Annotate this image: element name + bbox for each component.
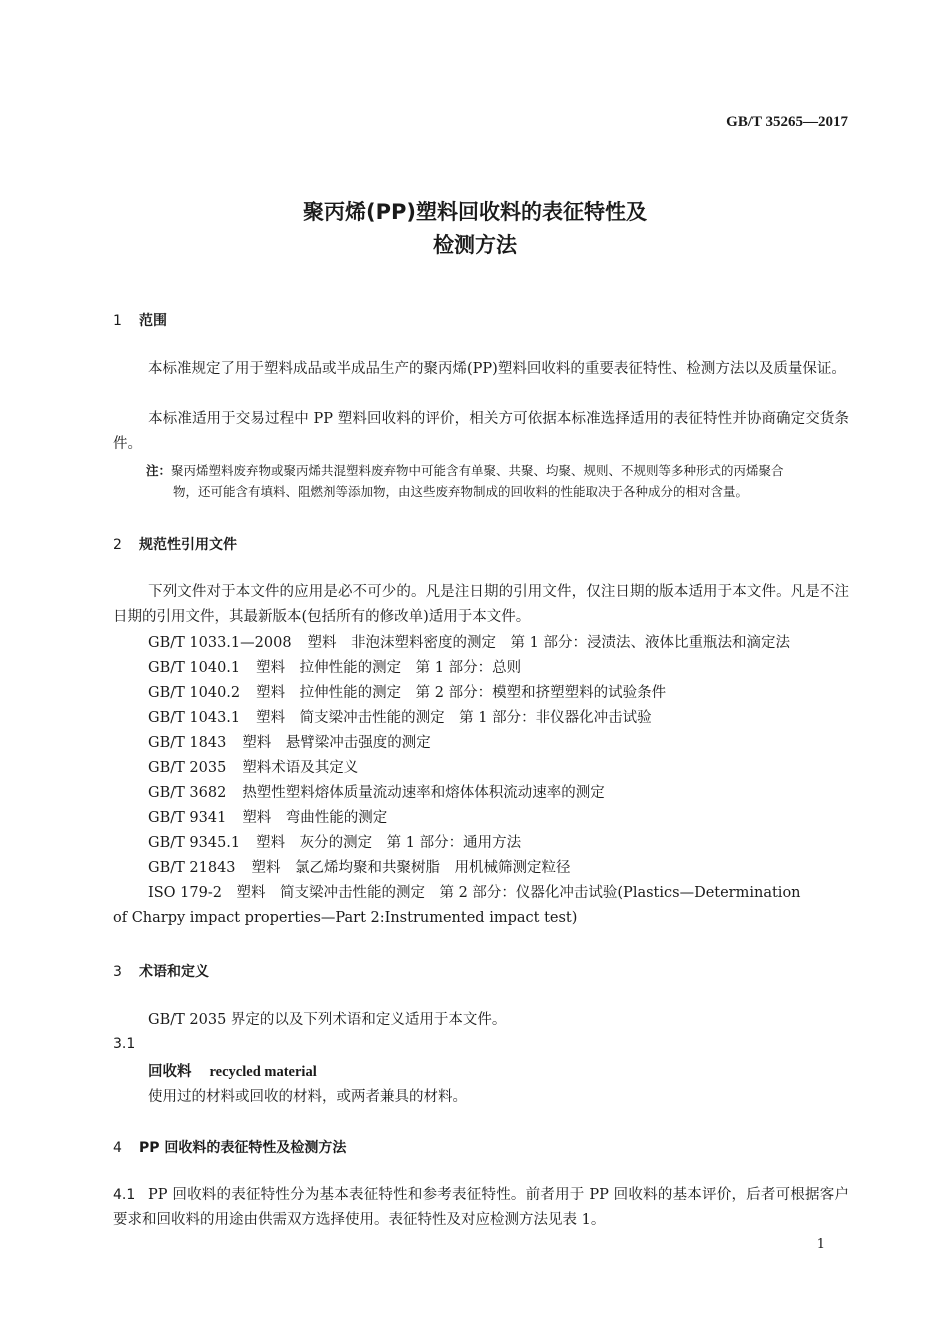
scope-paragraph-2 <box>113 407 849 457</box>
scope-paragraph-1 <box>113 357 849 382</box>
section-2-heading <box>113 534 237 554</box>
clause-4-1-paragraph <box>113 1183 849 1233</box>
section-4-heading <box>113 1137 346 1157</box>
paragraph-text: 下列文件对于本文件的应用是必不可少的。凡是注日期的引用文件，仅注日期的版本适用于本文件。凡是不注日期的引用文件，其最新版本(包括所有的修改单)适用于本文件。 <box>113 584 849 625</box>
title-line-2: 检测方法 <box>433 233 517 257</box>
section-number: 2 <box>113 537 122 553</box>
term-english: recycled material <box>209 1064 317 1080</box>
paragraph-text: GB/T 2035 界定的以及下列术语和定义适用于本文件。 <box>148 1012 507 1028</box>
section-number: 4 <box>113 1140 122 1156</box>
reference-title: 塑料 悬臂梁冲击强度的测定 <box>242 735 431 751</box>
reference-code: GB/T 1843 <box>148 735 227 751</box>
reference-title: 塑料 简支梁冲击性能的测定 第 1 部分：非仪器化冲击试验 <box>256 710 652 726</box>
reference-title: 塑料术语及其定义 <box>242 760 359 776</box>
section-3-heading <box>113 961 209 981</box>
terms-intro <box>113 1008 849 1033</box>
reference-item <box>148 656 521 681</box>
reference-item <box>148 681 666 706</box>
term-definition: 使用过的材料或回收的材料，或两者兼具的材料。 <box>148 1089 467 1105</box>
reference-code: GB/T 3682 <box>148 785 227 801</box>
reference-code: GB/T 1040.1 <box>148 660 241 676</box>
clause-number: 4.1 <box>113 1187 136 1203</box>
reference-title: 塑料 灰分的测定 第 1 部分：通用方法 <box>256 835 522 851</box>
section-title: PP 回收料的表征特性及检测方法 <box>139 1140 347 1156</box>
reference-code: GB/T 1033.1—2008 <box>148 635 292 651</box>
section-1-heading <box>113 310 167 330</box>
paragraph-text: PP 回收料的表征特性分为基本表征特性和参考表征特性。前者用于 PP 回收料的基本评价，后者可根据客户要求和回收料的用途由供需双方选择使用。表征特性及对应检测方法见表 1。 <box>113 1187 849 1228</box>
reference-item <box>148 831 521 856</box>
scope-note <box>146 460 849 502</box>
document-title <box>0 196 950 262</box>
term-entry <box>148 1060 317 1081</box>
document-code: GB/T 35265—2017 <box>726 114 848 130</box>
reference-code: GB/T 9345.1 <box>148 835 241 851</box>
note-line-2: 物，还可能含有填料、阻燃剂等添加物，由这些废弃物制成的回收料的性能取决于各种成分的相对含量。 <box>173 484 749 499</box>
reference-item <box>148 631 790 656</box>
reference-title: 塑料 非泡沫塑料密度的测定 第 1 部分：浸渍法、液体比重瓶法和滴定法 <box>307 635 790 651</box>
title-line-1: 聚丙烯(PP)塑料回收料的表征特性及 <box>303 200 647 224</box>
paragraph-text: 本标准规定了用于塑料成品或半成品生产的聚丙烯(PP)塑料回收料的重要表征特性、检测方法以及质量保证。 <box>148 361 846 377</box>
reference-item <box>148 706 652 731</box>
reference-item <box>148 731 431 756</box>
paragraph-text: 本标准适用于交易过程中 PP 塑料回收料的评价，相关方可依据本标准选择适用的表征特性并协商确定交货条件。 <box>113 411 849 452</box>
reference-title: 热塑性塑料熔体质量流动速率和熔体体积流动速率的测定 <box>242 785 605 801</box>
reference-code: GB/T 9341 <box>148 810 227 826</box>
reference-title: 塑料 拉伸性能的测定 第 2 部分：模塑和挤塑塑料的试验条件 <box>256 685 667 701</box>
references-intro <box>113 580 849 630</box>
reference-code: GB/T 21843 <box>148 860 236 876</box>
section-number: 3 <box>113 964 122 980</box>
reference-title: 塑料 氯乙烯均聚和共聚树脂 用机械筛测定粒径 <box>251 860 571 876</box>
term-chinese: 回收料 <box>148 1064 192 1080</box>
section-number: 1 <box>113 313 122 329</box>
reference-code: GB/T 2035 <box>148 760 227 776</box>
clause-3-1-number: 3.1 <box>113 1036 136 1052</box>
section-title: 术语和定义 <box>139 964 209 980</box>
page-number: 1 <box>816 1237 825 1252</box>
note-line-1: 聚丙烯塑料废弃物或聚丙烯共混塑料废弃物中可能含有单聚、共聚、均聚、规则、不规则等多种形式的丙烯聚合 <box>171 463 784 478</box>
reference-item <box>148 856 571 881</box>
section-title: 规范性引用文件 <box>139 537 237 553</box>
reference-item <box>148 806 387 831</box>
iso-reference-line-2: of Charpy impact properties—Part 2:Instrumented impact test) <box>113 910 578 926</box>
reference-item <box>148 756 358 781</box>
note-label: 注： <box>146 463 172 478</box>
reference-item <box>148 781 605 806</box>
reference-title: 塑料 弯曲性能的测定 <box>242 810 388 826</box>
reference-code: GB/T 1043.1 <box>148 710 241 726</box>
reference-code: GB/T 1040.2 <box>148 685 241 701</box>
iso-reference-line-1: ISO 179-2 塑料 简支梁冲击性能的测定 第 2 部分：仪器化冲击试验(Plastics—Determination <box>148 885 801 901</box>
section-title: 范围 <box>139 313 167 329</box>
reference-title: 塑料 拉伸性能的测定 第 1 部分：总则 <box>256 660 522 676</box>
